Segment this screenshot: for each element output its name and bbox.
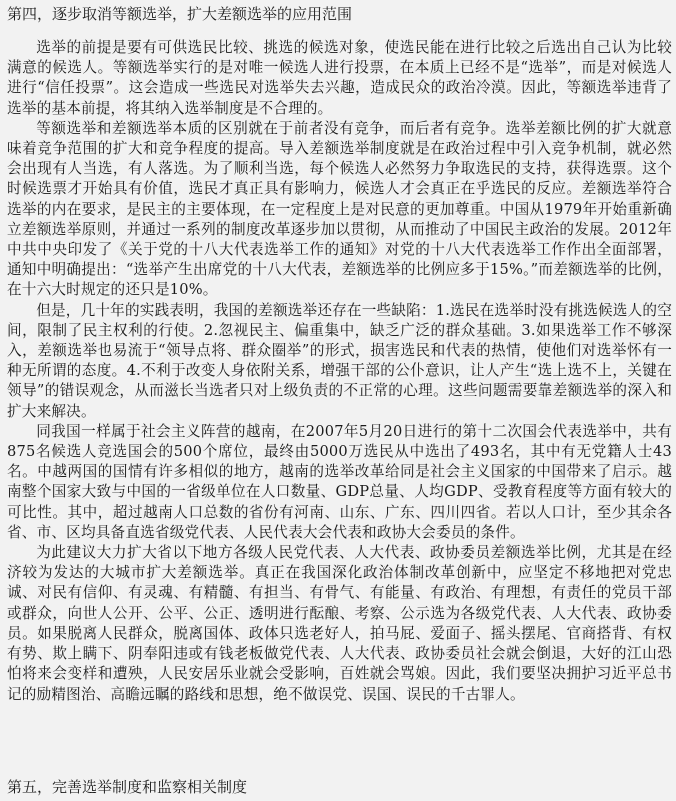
- paragraph-recommendation: 为此建议大力扩大省以下地方各级人民党代表、人大代表、政协委员差额选举比例，尤其是在经济较为发达的大城市扩大差额选举。真正在我国深化政治体制改革创新中，应坚定不移地把对党忠诚、对民有信仰、有灵魂、有精髓、有担当、有骨气、有能量、有政治、有理想，有责任的党员干部或群众，向世人公开、公平、公正、透明进行酝酿、考察、公示选为各级党代表、人大代表、政协委员。如果脱离人民群众，脱离国体、政体只选老好人，拍马屁、爱面子、摇头摆尾、官商搭背、有权有势、欺上瞒下、阴奉阳违或有钱老板做党代表、人大代表、政协委员社会就会倒退，大好的江山恐怕将来会变样和遭殃，人民安居乐业就会受影响，百姓就会骂娘。因此，我们要坚决拥护习近平总书记的励精图治、高瞻远瞩的路线和思想，绝不做误党、误国、误民的千古罪人。: [7, 544, 672, 703]
- paragraph-vietnam-example: 同我国一样属于社会主义阵营的越南，在2007年5月20日进行的第十二次国会代表选举中，共有875名候选人竞选国会的500个席位，最终由5000万选民从中选出了493名，其中有无党籍人士43名。中越两国的国情有许多相似的地方，越南的选举改革给同是社会主义国家的中国带来了启示。越南整个国家大致与中国的一省级单位在人口数量、GDP总量、人均GDP、受教育程度等方面有较大的可比性。其中，超过越南人口总数的省份有河南、山东、广东、四川四省。若以人口计，至少其余各省、市、区均具备直选省级党代表、人民代表大会代表和政协大会委员的条件。: [7, 422, 672, 541]
- section-five-heading: 第五，完善选举制度和监察相关制度: [7, 778, 248, 796]
- section-four-heading: 第四，逐步取消等额选举，扩大差额选举的应用范围: [7, 5, 353, 23]
- section-four-body: [7, 38, 672, 705]
- paragraph-competitive-election: 等额选举和差额选举本质的区别就在于前者没有竞争，而后者有竞争。选举差额比例的扩大就意味着竞争范围的扩大和竞争程度的提高。导入差额选举制度就是在政治过程中引入竞争机制，就必然会出现有人当选，有人落选。为了顺利当选，每个候选人必然努力争取选民的支持，获得选票。这个时候选票才开始具有价值，选民才真正具有影响力，候选人才会真正在乎选民的反应。差额选举符合选举的内在要求，是民主的主要体现，在一定程度上是对民意的更加尊重。中国从1979年开始重新确立差额选举原则，并通过一系列的制度改革逐步加以贯彻，从而推动了中国民主政治的发展。2012年中共中央印发了《关于党的十八大代表选举工作的通知》对党的十八大代表选举工作作出全面部署，通知中明确提出：“选举产生出席党的十八大代表，差额选举的比例应多于15%。”而差额选举的比例，在十六大时规定的还只是10%。: [7, 119, 672, 299]
- paragraph-election-premise: 选举的前提是要有可供选民比较、挑选的候选对象，使选民能在进行比较之后选出自己认为比较满意的候选人。等额选举实行的是对唯一候选人进行投票，在本质上已经不是“选举”，而是对候选人进行“信任投票”。这会造成一些选民对选举失去兴趣，造成民众的政治冷漠。因此，等额选举违背了选举的基本前提，将其纳入选举制度是不合理的。: [7, 39, 672, 117]
- paragraph-defects: 但是，几十年的实践表明，我国的差额选举还存在一些缺陷：1.选民在选举时没有挑选候选人的空间，限制了民主权利的行使。2.忽视民主、偏重集中，缺乏广泛的群众基础。3.如果选举工作不够深入，差额选举也易流于“领导点将、群众圈举”的形式，损害选民和代表的热情，使他们对选举怀有一种无所谓的态度。4.不利于改变人身依附关系，增强干部的公仆意识，让人产生“选上选不上，关键在领导”的错误观念，从而滋长当选者只对上级负责的不正常的心理。这些问题需要靠差额选举的深入和扩大来解决。: [7, 301, 672, 420]
